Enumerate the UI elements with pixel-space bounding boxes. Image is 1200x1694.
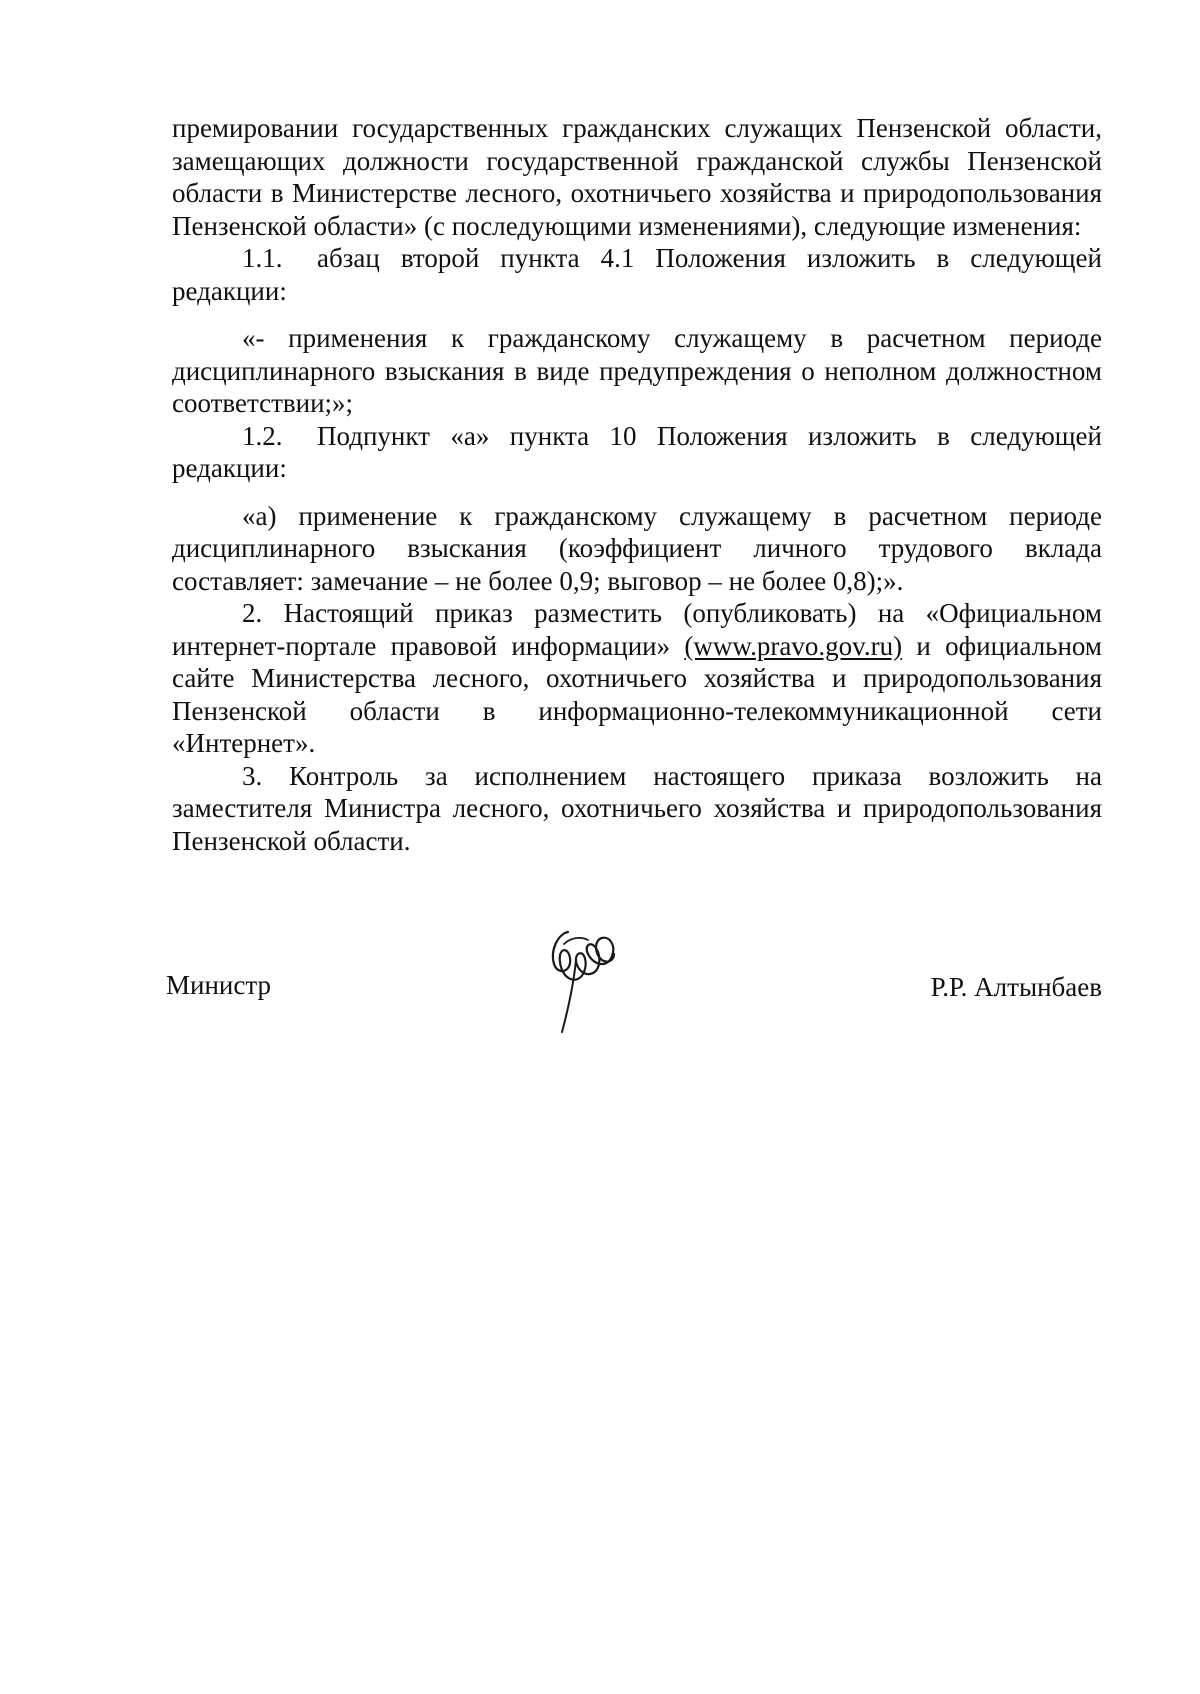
item-1-2-number: 1.2. (242, 420, 283, 451)
item-2-paragraph (172, 597, 1102, 760)
signatory-name: Р.Р. Алтынбаев (930, 972, 1102, 1002)
quote-1-paragraph: «- применения к гражданскому служащему в расчетном периоде дисциплинарного взыскания в виде предупреждения о неполном должностном соответствии;»; (172, 323, 1102, 418)
item-1-1-number: 1.1. (242, 243, 283, 273)
signature-block (166, 970, 1102, 1010)
intro-paragraph: премировании государственных гражданских служащих Пензенской области, замещающих должности государственной гражданской службы Пензенской области в Министерстве лесного, охотничьего хозяйства и природопользования Пензенской области» (с последующими изменениями), следующие изменения: (172, 113, 1102, 241)
item-1-1-text: абзац второй пункта 4.1 Положения изложить в следующей редакции: (172, 243, 1102, 306)
item-2-text-after: и официальном сайте Министерства лесного, охотничьего хозяйства и природопользования Пензенской области в информационно-телекоммуникационной сети «Интернет». (172, 630, 1102, 758)
item-3-paragraph: 3. Контроль за исполнением настоящего приказа возложить на заместителя Министра лесного, охотничьего хозяйства и природопользования Пензенской области. (172, 760, 1102, 856)
item-1-1-paragraph (172, 242, 1102, 307)
document-body (172, 112, 1102, 857)
handwritten-signature (528, 920, 628, 1038)
item-1-2-text: Подпункт «а» пункта 10 Положения изложить в следующей редакции: (172, 420, 1102, 483)
quote-2-paragraph: «а) применение к гражданскому служащему в расчетном периоде дисциплинарного взыскания (коэффициент личного трудового вклада составляет: замечание – не более 0,9; выговор – не более 0,8);». (172, 500, 1102, 596)
item-1-2-paragraph (172, 420, 1102, 485)
item-2-text-before: 2. Настоящий приказ разместить (опубликовать) на «Официальном интернет-портале правовой информации» (172, 598, 1102, 661)
pravo-link[interactable]: (www.pravo.gov.ru) (684, 630, 903, 661)
signatory-role: Министр (166, 970, 271, 1000)
